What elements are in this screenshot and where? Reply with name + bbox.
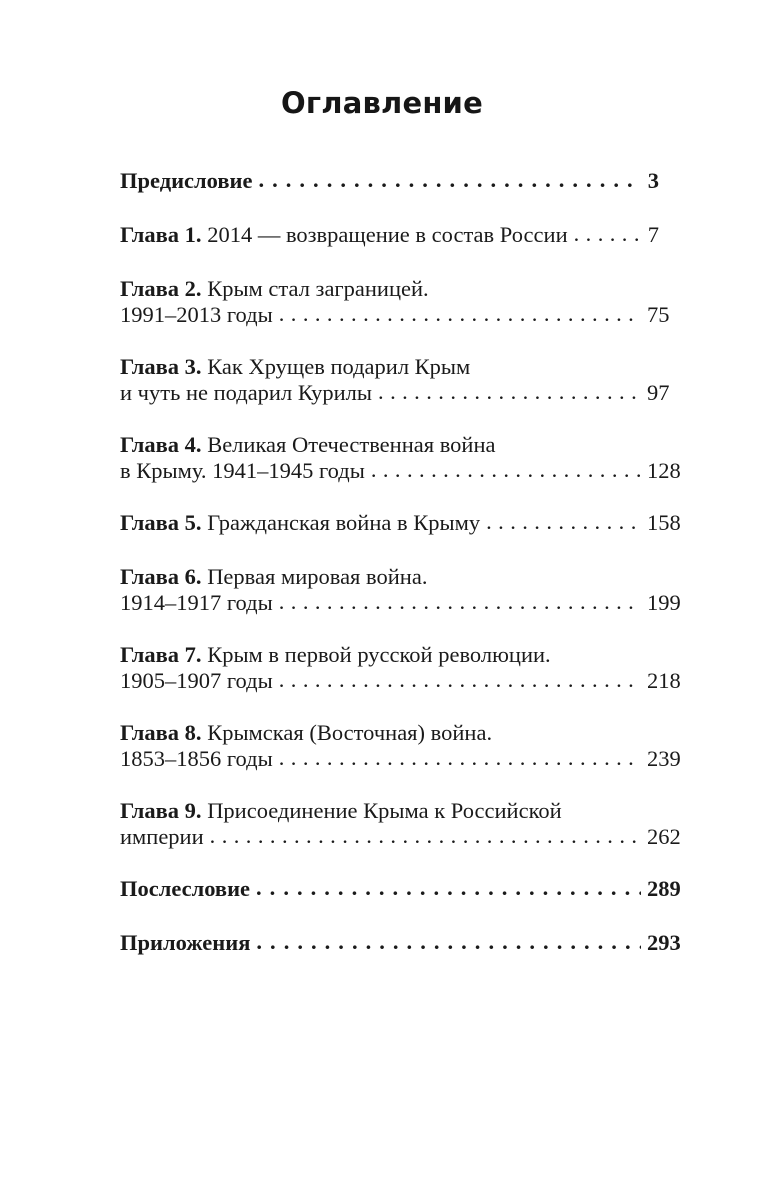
toc-entry-chapter-5[interactable] bbox=[120, 510, 681, 536]
chapter-label: Глава 2. bbox=[120, 276, 202, 301]
toc-entry-chapter-8[interactable] bbox=[120, 720, 681, 772]
chapter-title-line2: 1914–1917 годы bbox=[120, 590, 273, 615]
toc-entry-afterword[interactable] bbox=[120, 876, 681, 902]
chapter-title-line1: Великая Отечественная война bbox=[207, 432, 496, 457]
chapter-label: Глава 8. bbox=[120, 720, 202, 745]
chapter-label: Глава 4. bbox=[120, 432, 202, 457]
toc-page-number: 75 bbox=[647, 302, 670, 327]
chapter-title-line2: и чуть не подарил Курилы bbox=[120, 380, 373, 405]
chapter-label: Глава 6. bbox=[120, 564, 202, 589]
dot-leader bbox=[279, 589, 641, 615]
chapter-title-line1: Крым в первой русской революции. bbox=[207, 642, 551, 667]
dot-leader bbox=[256, 929, 641, 955]
toc-page-number: 97 bbox=[647, 380, 670, 405]
toc-page-number: 218 bbox=[647, 668, 681, 693]
toc-page-number: 3 bbox=[647, 168, 659, 193]
toc-page-number: 7 bbox=[647, 222, 659, 247]
toc-entry-title: Предисловие bbox=[120, 168, 253, 193]
toc-entry-chapter-3[interactable] bbox=[120, 354, 670, 406]
toc-page-number: 262 bbox=[647, 824, 681, 849]
dot-leader bbox=[486, 509, 641, 535]
toc-entry-preface[interactable] bbox=[120, 168, 659, 194]
chapter-title-line2: 1853–1856 годы bbox=[120, 746, 273, 771]
chapter-label: Глава 1. bbox=[120, 222, 202, 247]
dot-leader bbox=[210, 823, 641, 849]
chapter-title: 2014 — возвращение в состав России bbox=[207, 222, 568, 247]
chapter-label: Глава 5. bbox=[120, 510, 202, 535]
dot-leader bbox=[371, 457, 641, 483]
chapter-title-line1: Крымская (Восточная) война. bbox=[207, 720, 493, 745]
toc-page-number: 158 bbox=[647, 510, 681, 535]
chapter-title-line1: Первая мировая война. bbox=[207, 564, 428, 589]
dot-leader bbox=[279, 301, 641, 327]
toc-entry-title: Приложения bbox=[120, 930, 251, 955]
dot-leader bbox=[256, 875, 641, 901]
toc-entry-title: Послесловие bbox=[120, 876, 251, 901]
chapter-label: Глава 7. bbox=[120, 642, 202, 667]
toc-entry-chapter-4[interactable] bbox=[120, 432, 681, 484]
toc-page-number: 128 bbox=[647, 458, 681, 483]
toc-page-number: 239 bbox=[647, 746, 681, 771]
toc-page-number: 293 bbox=[647, 930, 681, 955]
toc-page-number: 199 bbox=[647, 590, 681, 615]
page-title: Оглавление bbox=[281, 86, 483, 120]
chapter-title-line2: империи bbox=[120, 824, 204, 849]
dot-leader bbox=[378, 379, 641, 405]
toc-entry-chapter-1[interactable] bbox=[120, 222, 659, 248]
chapter-title-line2: 1991–2013 годы bbox=[120, 302, 273, 327]
chapter-title-line2: в Крыму. 1941–1945 годы bbox=[120, 458, 365, 483]
dot-leader bbox=[279, 745, 641, 771]
chapter-title: Гражданская война в Крыму bbox=[207, 510, 481, 535]
dot-leader bbox=[574, 221, 641, 247]
table-of-contents bbox=[120, 168, 681, 984]
chapter-title-line1: Присоединение Крыма к Российской bbox=[207, 798, 562, 823]
chapter-title-line1: Крым стал заграницей. bbox=[207, 276, 429, 301]
toc-entry-chapter-7[interactable] bbox=[120, 642, 681, 694]
toc-entry-chapter-6[interactable] bbox=[120, 564, 681, 616]
toc-entry-chapter-2[interactable] bbox=[120, 276, 670, 328]
chapter-label: Глава 9. bbox=[120, 798, 202, 823]
toc-entry-appendices[interactable] bbox=[120, 930, 681, 956]
chapter-label: Глава 3. bbox=[120, 354, 202, 379]
dot-leader bbox=[258, 167, 641, 193]
dot-leader bbox=[279, 667, 641, 693]
toc-page-number: 289 bbox=[647, 876, 681, 901]
toc-entry-chapter-9[interactable] bbox=[120, 798, 681, 850]
chapter-title-line1: Как Хрущев подарил Крым bbox=[207, 354, 471, 379]
chapter-title-line2: 1905–1907 годы bbox=[120, 668, 273, 693]
